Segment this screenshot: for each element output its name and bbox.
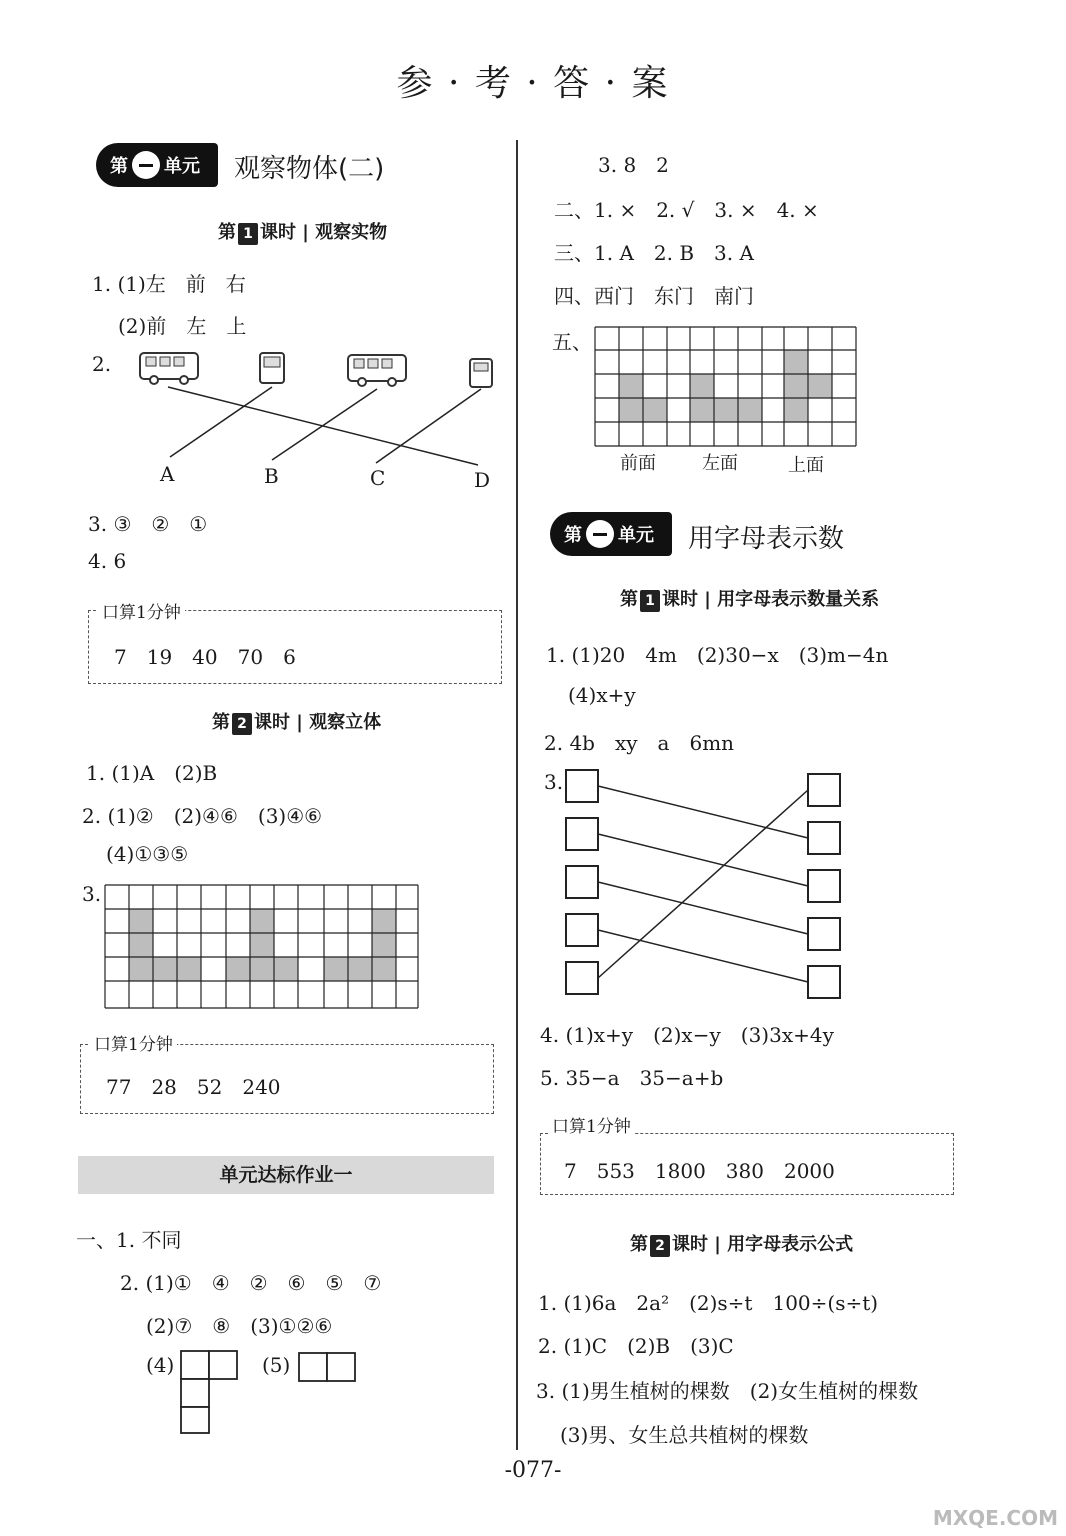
test-l4a: (4) bbox=[146, 1353, 175, 1377]
lesson-name: 用字母表示公式 bbox=[727, 1234, 854, 1255]
lesson-number: 2 bbox=[650, 1235, 670, 1257]
rt-l4: 五、 bbox=[552, 330, 592, 354]
oral-label-3: 口算1分钟 bbox=[548, 1112, 635, 1137]
lesson-pre: 第 bbox=[620, 589, 638, 610]
lesson-pre: 第 bbox=[212, 712, 230, 733]
u1l1-q4: 4. 6 bbox=[88, 549, 127, 573]
u1l1-q2: 2. bbox=[92, 352, 112, 376]
u2l2-q3b: (3)男、女生总共植树的棵数 bbox=[560, 1423, 809, 1447]
unit2-title: 用字母表示数 bbox=[688, 524, 845, 554]
unit1-lesson1-heading: 第 1 课时 | 观察实物 bbox=[218, 222, 388, 243]
u2l1-q4: 4. (1)x+y (2)x−y (3)3x+4y bbox=[540, 1023, 834, 1047]
u1l2-q2b: (4)①③⑤ bbox=[106, 842, 189, 866]
column-divider bbox=[516, 140, 518, 1450]
unit1-badge-pre: 第 bbox=[110, 156, 128, 177]
u1l2-q2a: 2. (1)② (2)④⑥ (3)④⑥ bbox=[82, 804, 323, 828]
page-number: -077- bbox=[504, 1458, 562, 1483]
shape-4-icon bbox=[180, 1350, 240, 1434]
u1l2-q1: 1. (1)A (2)B bbox=[86, 761, 218, 785]
unit2-lesson1-heading: 第 1 课时 | 用字母表示数量关系 bbox=[620, 589, 880, 610]
watermark: MXQE.COM bbox=[932, 1506, 1058, 1530]
u1l1-q3: 3. ③ ② ① bbox=[88, 512, 208, 536]
u2l2-q3a: 3. (1)男生植树的棵数 (2)女生植树的棵数 bbox=[536, 1379, 919, 1403]
lesson-post: 课时 bbox=[260, 222, 296, 243]
u2l1-q1b: (4)x+y bbox=[568, 683, 636, 707]
lesson-pre: 第 bbox=[630, 1234, 648, 1255]
lesson-name: 观察立体 bbox=[309, 712, 382, 733]
lesson-name: 用字母表示数量关系 bbox=[717, 589, 880, 610]
lesson-number: 2 bbox=[232, 713, 252, 735]
grid-label-front: 前面 bbox=[620, 453, 656, 474]
match-label-a: A bbox=[160, 462, 175, 486]
rt-l0: 3. 8 2 bbox=[598, 153, 669, 177]
unit2-badge-pre: 第 bbox=[564, 525, 582, 546]
oral-label-2: 口算1分钟 bbox=[90, 1030, 177, 1055]
lesson-post: 课时 bbox=[254, 712, 290, 733]
lesson-name: 观察实物 bbox=[315, 222, 388, 243]
grid-label-left: 左面 bbox=[702, 453, 738, 474]
u2l1-q1a: 1. (1)20 4m (2)30−x (3)m−4n bbox=[546, 643, 889, 667]
lesson-post: 课时 bbox=[662, 589, 698, 610]
oral-label-1: 口算1分钟 bbox=[98, 598, 185, 623]
u2l2-q1: 1. (1)6a 2a² (2)s÷t 100÷(s÷t) bbox=[538, 1291, 879, 1315]
unit2-badge-number-icon bbox=[586, 520, 614, 548]
match-label-b: B bbox=[264, 464, 279, 488]
box-matching-diagram bbox=[560, 766, 850, 1000]
view-grid-2 bbox=[594, 326, 858, 448]
unit1-badge-number-icon bbox=[132, 151, 160, 179]
lesson-post: 课时 bbox=[672, 1234, 708, 1255]
bus-side-icon-2 bbox=[348, 355, 406, 386]
oral-answers-1: 7 19 40 70 6 bbox=[114, 645, 296, 669]
lesson-pre: 第 bbox=[218, 222, 236, 243]
lesson-number: 1 bbox=[238, 223, 258, 245]
bus-side-icon bbox=[140, 353, 198, 384]
u2l2-q2: 2. (1)C (2)B (3)C bbox=[538, 1334, 734, 1358]
match-label-c: C bbox=[370, 466, 386, 490]
oral-answers-2: 77 28 52 240 bbox=[106, 1075, 281, 1099]
test-l4b: (5) bbox=[262, 1353, 291, 1377]
rt-l3: 四、西门 东门 南门 bbox=[554, 284, 754, 308]
unit2-badge bbox=[550, 512, 672, 556]
grid-label-top: 上面 bbox=[788, 455, 824, 476]
rt-l1: 二、1. × 2. √ 3. × 4. × bbox=[554, 198, 819, 222]
unit1-badge bbox=[96, 143, 218, 187]
unit1-title: 观察物体(二) bbox=[234, 154, 385, 184]
bus-front-icon bbox=[260, 353, 284, 383]
unit1-badge-post: 单元 bbox=[164, 156, 200, 177]
shape-5-icon bbox=[298, 1352, 358, 1384]
u1l1-q1b: (2)前 左 上 bbox=[118, 314, 247, 338]
u2l1-q5: 5. 35−a 35−a+b bbox=[540, 1066, 724, 1090]
u1l1-q1a: 1. (1)左 前 右 bbox=[92, 272, 246, 296]
test-l3: (2)⑦ ⑧ (3)①②⑥ bbox=[146, 1314, 333, 1338]
test-l2: 2. (1)① ④ ② ⑥ ⑤ ⑦ bbox=[120, 1271, 382, 1295]
u1l2-q3: 3. bbox=[82, 882, 102, 906]
bus-back-icon bbox=[470, 359, 492, 387]
rt-l2: 三、1. A 2. B 3. A bbox=[554, 241, 754, 265]
unit2-lesson2-heading: 第 2 课时 | 用字母表示公式 bbox=[630, 1234, 854, 1255]
bus-matching-diagram bbox=[130, 345, 510, 495]
view-grid-1 bbox=[104, 884, 420, 1010]
page-title: 参 · 考 · 答 · 案 bbox=[396, 63, 670, 104]
u2l1-q2: 2. 4b xy a 6mn bbox=[544, 731, 735, 755]
test-l1: 一、1. 不同 bbox=[76, 1228, 182, 1252]
lesson-number: 1 bbox=[640, 590, 660, 612]
match-label-d: D bbox=[474, 468, 491, 492]
unit1-lesson2-heading: 第 2 课时 | 观察立体 bbox=[212, 712, 382, 733]
unit2-badge-post: 单元 bbox=[618, 525, 654, 546]
unit1-test-band: 单元达标作业一 bbox=[78, 1156, 494, 1194]
oral-answers-3: 7 553 1800 380 2000 bbox=[564, 1159, 835, 1183]
u2l1-q3: 3. bbox=[544, 770, 564, 794]
